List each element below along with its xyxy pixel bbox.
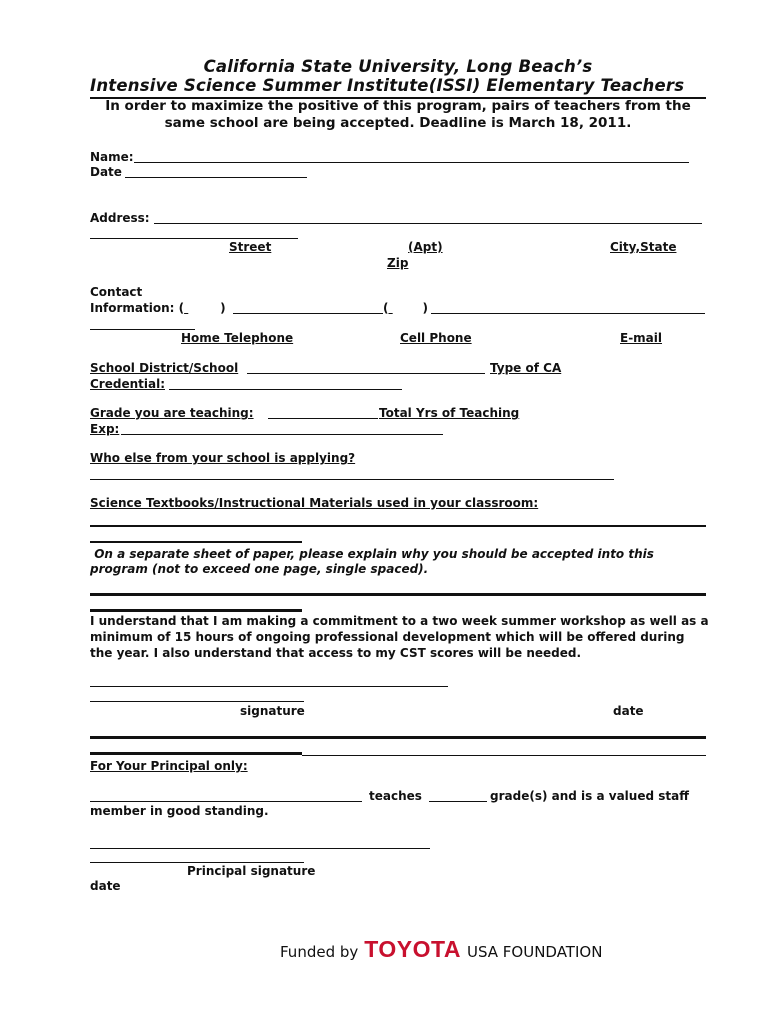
signature-label: signature	[240, 704, 305, 718]
cell-area-code-field[interactable]	[388, 301, 422, 316]
title-line-1: California State University, Long Beach’s	[203, 57, 593, 76]
essay-divider	[90, 593, 706, 596]
exp-label: Exp:	[90, 422, 120, 436]
grade-teaching-field[interactable]	[268, 418, 378, 419]
name-field[interactable]	[134, 162, 689, 163]
credential-field[interactable]	[169, 389, 402, 390]
exp-field[interactable]	[121, 434, 443, 435]
title-line-2: Intensive Science Summer Institute(ISSI) Elementary Teachers	[90, 76, 685, 95]
cell-open-paren: (	[383, 301, 389, 315]
zip-label: Zip	[387, 256, 409, 270]
principal-signature-field[interactable]	[90, 848, 430, 849]
home-phone-close-paren: )	[220, 301, 226, 315]
total-years-label: Total Yrs of Teaching	[379, 406, 520, 420]
street-label: Street	[229, 240, 272, 254]
essay-instructions-text: On a separate sheet of paper, please explain why you should be accepted into this program (not to exceed one page, single spaced).	[90, 547, 654, 576]
name-label: Name:	[90, 150, 134, 164]
textbooks-field[interactable]	[90, 525, 706, 527]
cell-close-paren: )	[422, 301, 428, 315]
toyota-logo: TOYOTA	[364, 936, 461, 962]
date-field[interactable]	[125, 177, 307, 178]
apt-label: (Apt)	[408, 240, 443, 254]
address-field-line-2[interactable]	[90, 238, 298, 239]
contact-field-line-2[interactable]	[90, 329, 195, 330]
signature-field[interactable]	[90, 686, 448, 687]
school-district-label: School District/School	[90, 361, 239, 375]
valued-staff-label: grade(s) and is a valued staff	[490, 789, 689, 803]
signature-date-label: date	[613, 704, 644, 718]
foundation-text: USA FOUNDATION	[466, 943, 603, 961]
essay-instructions	[90, 547, 706, 577]
email-label: E-mail	[620, 331, 663, 345]
cell-phone-label: Cell Phone	[400, 331, 472, 345]
textbooks-field-line-2[interactable]	[90, 541, 302, 543]
textbooks-label: Science Textbooks/Instructional Materials used in your classroom:	[90, 496, 539, 510]
intro-text: In order to maximize the positive of this program, pairs of teachers from the same school are being accepted. Deadline is March 18, 2011.	[105, 98, 691, 131]
home-telephone-field[interactable]	[233, 313, 383, 314]
signature-field-line-2[interactable]	[90, 701, 304, 702]
teacher-name-field[interactable]	[90, 801, 362, 802]
principal-signature-field-line-2[interactable]	[90, 862, 304, 863]
home-area-code-field[interactable]	[184, 301, 220, 316]
email-field[interactable]	[431, 313, 705, 314]
cell-phone-parens	[383, 301, 428, 316]
application-form	[90, 0, 709, 1024]
principal-heading: For Your Principal only:	[90, 759, 248, 773]
commitment-text: I understand that I am making a commitment to a two week summer workshop as well as a minimum of 15 hours of ongoing professional development which will be offered during the year. I also understand that access to my CST scores will be needed.	[90, 614, 709, 660]
home-telephone-label: Home Telephone	[181, 331, 294, 345]
school-district-field[interactable]	[247, 373, 485, 374]
funded-by-footer	[280, 937, 602, 961]
principal-signature-label: Principal signature	[187, 864, 316, 878]
section-divider	[90, 736, 706, 739]
date-label: Date	[90, 165, 122, 179]
who-else-field[interactable]	[90, 479, 614, 480]
contact-info-label	[90, 301, 226, 316]
who-else-label: Who else from your school is applying?	[90, 451, 356, 465]
grade-teaching-label: Grade you are teaching:	[90, 406, 254, 420]
city-state-label: City,State	[610, 240, 677, 254]
teaches-label: teaches	[369, 789, 422, 803]
type-of-ca-label: Type of CA	[490, 361, 562, 375]
funded-by-text: Funded by	[280, 943, 359, 961]
grade-field[interactable]	[429, 801, 487, 802]
credential-label: Credential:	[90, 377, 165, 391]
address-field[interactable]	[154, 223, 702, 224]
principal-date-label: date	[90, 879, 121, 893]
section-divider-2	[90, 752, 302, 755]
home-phone-open-paren: Information: (	[90, 301, 185, 315]
section-divider-3	[302, 755, 706, 756]
address-label: Address:	[90, 211, 150, 225]
good-standing-label: member in good standing.	[90, 804, 269, 818]
contact-label: Contact	[90, 285, 143, 299]
essay-divider-2	[90, 609, 302, 612]
